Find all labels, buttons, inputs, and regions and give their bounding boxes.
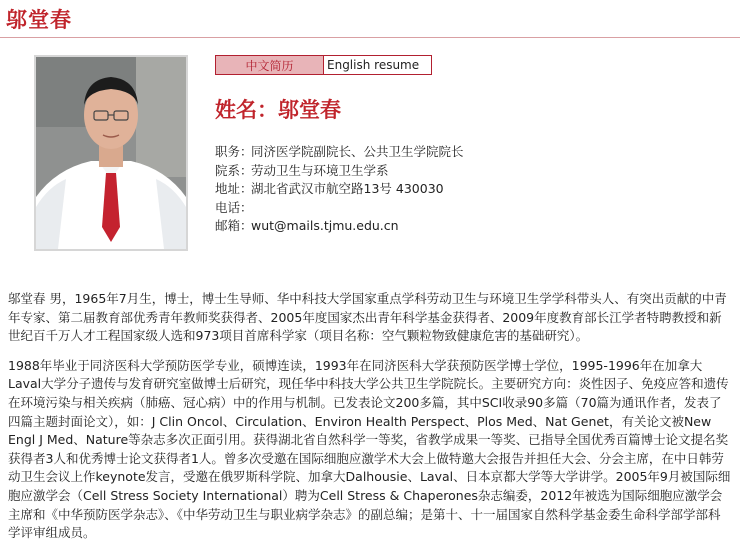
- page-title: 邬堂春: [6, 8, 72, 32]
- tab-chinese-resume[interactable]: 中文简历: [216, 56, 324, 74]
- info-row-phone: [215, 199, 464, 218]
- info-label: 院系：: [215, 162, 253, 178]
- info-value: 同济医学院副院长、公共卫生学院院长: [251, 144, 464, 159]
- info-label: 电话：: [215, 199, 253, 215]
- name-heading: 姓名：邬堂春: [215, 98, 341, 122]
- info-label: 邮箱：: [215, 218, 253, 233]
- info-row-address: [215, 180, 464, 199]
- bio-paragraph: 1988年毕业于同济医科大学预防医学专业，硕博连读，1993年在同济医科大学获预防医学博士学位，1995-1996年在加拿大Laval大学分子遗传与发育研究室做博士后研究，现任华中科技大学公共卫生学院院长。主要研究方向：炎性因子、免疫应答和遗传在环境污染与相关疾病（肺癌、冠心病）中的作用与机制。已发表论文200多篇，其中SCI收录90多篇（70篇为通讯作者，发表了四篇主题封面论文），如：J Clin Oncol、Circulation、Environ Health Perspect、Plos Med、Nat Genet，有关论文被New Engl J Med、Nature等杂志多次正面引用。获得湖北省自然科学一等奖，省教学成果一等奖、已指导全国优秀百篇博士论文提名奖获得者3人和优秀博士论文获得者1人。曾多次受邀在国际细胞应激学术大会上做特邀大会报告并担任大会、分会主席，在中日韩劳动卫生会议上作keynote发言，受邀在俄罗斯科学院、加拿大Dalhousie、Laval、日本京都大学等大学讲学。2005年9月被国际细胞应激学会（Cell Stress Society International）聘为Cell Stress & Chaperones杂志编委，2012年被选为国际细胞应激学会主席和《中华预防医学杂志》、《中华劳动卫生与职业病学杂志》的副总编；是第十、十一届国家自然科学基金委生命科学部学部科学评审组成员。: [8, 357, 731, 541]
- info-row-email: [215, 217, 464, 236]
- info-label: 职务：: [215, 144, 253, 159]
- email-link[interactable]: wut@mails.tjmu.edu.cn: [251, 218, 399, 233]
- info-row-department: [215, 162, 464, 181]
- info-value: 湖北省武汉市航空路13号 430030: [251, 181, 444, 196]
- portrait-image: [36, 57, 186, 249]
- bio-paragraph: 邬堂春 男，1965年7月生，博士，博士生导师、华中科技大学国家重点学科劳动卫生与环境卫生学学科带头人、有突出贡献的中青年专家、第二届教育部优秀青年教师奖获得者、2005年度国家杰出青年科学基金获得者、2009年度教育部长江学者特聘教授和新世纪百千万人才工程国家级人选和973项目首席科学家（项目名称：空气颗粒物致健康危害的基础研究）。: [8, 291, 727, 344]
- info-label: 地址：: [215, 181, 253, 196]
- language-tabs: [215, 55, 432, 75]
- info-row-position: [215, 143, 464, 162]
- profile-photo: [34, 55, 188, 251]
- tab-english-resume[interactable]: English resume: [327, 58, 420, 72]
- profile-info: [215, 143, 464, 236]
- info-value: 劳动卫生与环境卫生学系: [251, 162, 389, 178]
- biography: [8, 290, 732, 554]
- title-divider: [0, 37, 740, 38]
